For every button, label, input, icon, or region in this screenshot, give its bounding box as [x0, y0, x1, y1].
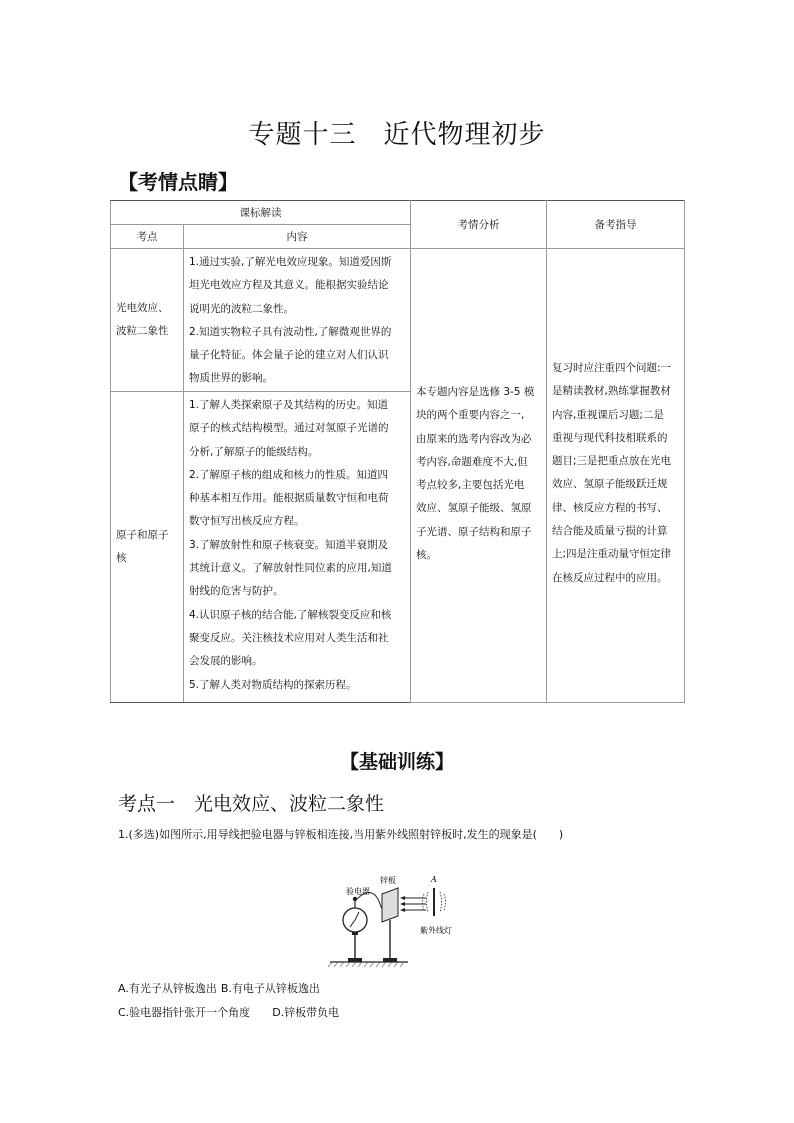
experiment-figure — [328, 870, 468, 970]
guide-cell: 复习时应注重四个问题:一 是精读教材,熟练掌握教材 内容,重视课后习题;二是 重视与现代科技相联系的 题目;三是把重点放在光电 效应、氢原子能级跃迁规 律、核反应方程的书写、 结合能及质量亏损的计算 上;四是注重动量守恒定律 在核反应过程中的应用。 — [547, 249, 685, 703]
row2-content: 1.了解人类探索原子及其结构的历史。知道 原子的核式结构模型。通过对氢原子光谱的 分析,了解原子的能级结构。 2.了解原子核的组成和核力的性质。知道四 种基本相互作用。能根据质量数守恒和电荷 数守恒写出核反应方程。 3.了解放射性和原子核衰变。知道半衰期及 其统计意义。了解放射性同位素的应用,知道 射线的危害与防护。 4.认识原子核的结合能,了解核裂变反应和核 聚变反应。关注核技术应用对人类生活和社 会发展的影响。 5.了解人类对物质结构的探索历程。 — [184, 392, 411, 703]
label-electroscope: 验电器 — [346, 887, 370, 896]
option-d: D.锌板带负电 — [272, 1006, 340, 1019]
row1-content: 1.通过实验,了解光电效应现象。知道爱因斯 坦光电效应方程及其意义。能根据实验结论 说明光的波粒二象性。 2.知道实物粒子具有波动性,了解微观世界的 量子化特征。体会量子论的建立对人们认识 物质世界的影响。 — [184, 249, 411, 392]
option-b: B.有电子从锌板逸出 — [220, 982, 320, 995]
question-1: 1.(多选)如图所示,用导线把验电器与锌板相连接,当用紫外线照射锌板时,发生的现象是( ) — [118, 828, 564, 841]
header-analysis: 考情分析 — [411, 201, 547, 249]
header-curriculum: 课标解读 — [111, 201, 411, 225]
option-c: C.验电器指针张开一个角度 — [118, 1006, 251, 1019]
label-zinc-plate: 锌板 — [380, 876, 396, 885]
electroscope-icon — [343, 897, 367, 962]
label-uv-lamp: 紫外线灯 — [420, 926, 452, 935]
options-row-cd — [118, 1004, 343, 1020]
option-a: A.有光子从锌板逸出 — [118, 982, 217, 995]
page-title: 专题十三 近代物理初步 — [248, 120, 546, 150]
exam-overview-table — [110, 200, 685, 703]
options-row-ab — [118, 980, 324, 996]
analysis-cell: 本专题内容是选修 3-5 模 块的两个重要内容之一, 由原来的选考内容改为必 考内容,命题难度不大,但 考点较多,主要包括光电 效应、氢原子能级、氢原 子光谱、原子结构和原子 核。 — [411, 249, 547, 703]
topic-heading: 考点一 光电效应、波粒二象性 — [118, 793, 385, 815]
header-guide: 备考指导 — [547, 201, 685, 249]
label-a: A — [431, 875, 437, 884]
section-heading-exam-overview: 【考情点睛】 — [118, 170, 238, 194]
row1-topic: 光电效应、 波粒二象性 — [111, 249, 184, 392]
zinc-plate-icon — [382, 888, 398, 962]
header-content: 内容 — [184, 225, 411, 249]
section-heading-basic-training: 【基础训练】 — [339, 751, 454, 773]
uv-lamp-icon — [423, 888, 446, 916]
row2-topic: 原子和原子 核 — [111, 392, 184, 703]
header-topic: 考点 — [111, 225, 184, 249]
